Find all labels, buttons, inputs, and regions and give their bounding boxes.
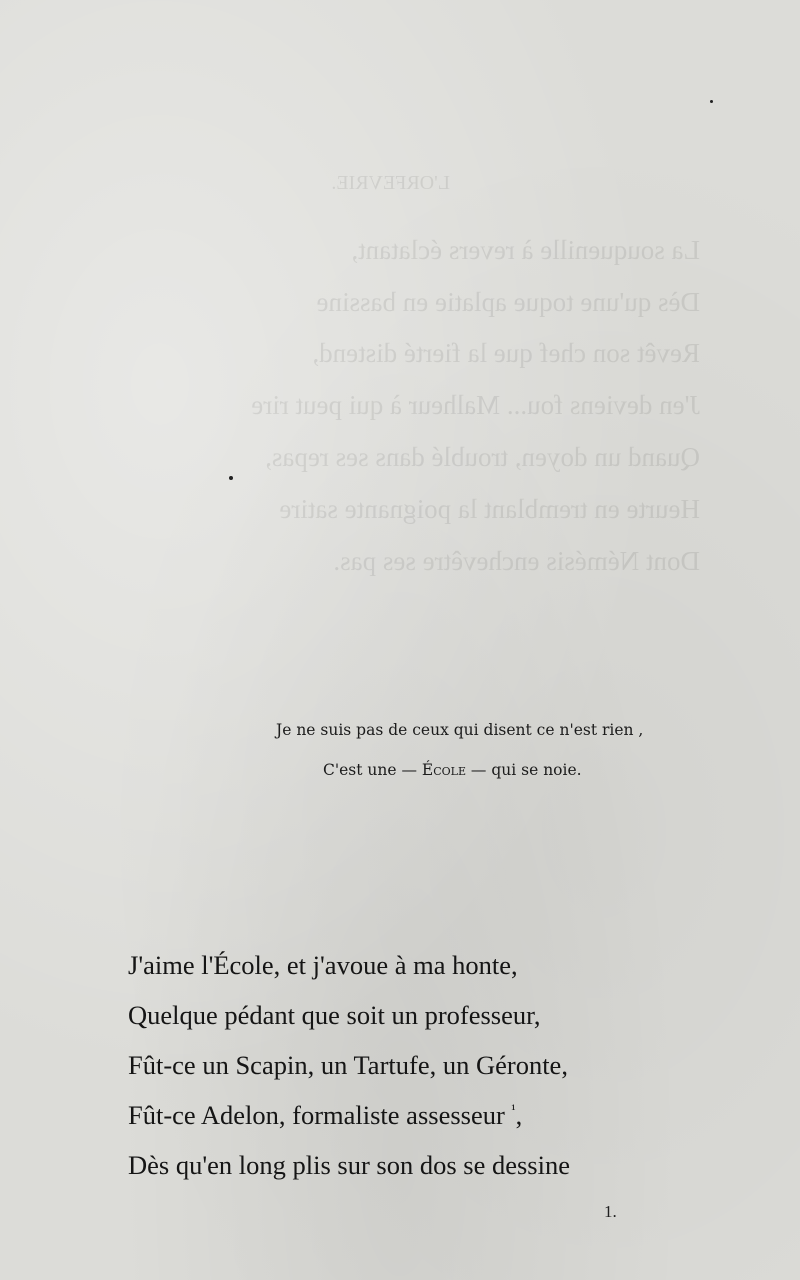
signature-mark: 1. [604,1202,617,1221]
ink-speck [229,476,233,480]
verse-line-1: J'aime l'École, et j'avoue à ma honte, [128,950,518,980]
bleed-line: J'en deviens fou... Malheur à qui peut rire [251,390,700,420]
verse-comma: , [515,1100,523,1130]
footnote-marker: ¹ [511,1103,516,1119]
epigraph-text: C'est une — [323,761,422,779]
bleed-line: Revêt son chef que la fierté distend, [312,338,700,368]
verse-line-4 [128,1100,522,1131]
ink-speck [710,100,713,103]
verse-line-3: Fût-ce un Scapin, un Tartufe, un Géronte, [128,1050,568,1080]
verse-text: Fût-ce Adelon, formaliste assesseur [128,1100,505,1130]
verse-line-2: Quelque pédant que soit un professeur, [128,1000,541,1030]
epigraph-school: École [421,761,466,779]
epigraph-line-1: Je ne suis pas de ceux qui disent ce n'est rien , [276,721,644,739]
epigraph-text: — qui se noie. [466,761,582,779]
bleed-line: La souquenille à revers éclatant, [351,235,700,265]
bleed-line: Dès qu'une toque aplatie en bassine [316,287,700,317]
bleed-line: Dont Némésis enchevêtre ses pas. [333,546,700,576]
bleed-line: Quand un doyen, troublé dans ses repas, [265,442,700,472]
epigraph-line-2 [323,761,582,779]
bleed-line: Heurte en tremblant la poignante satire [279,494,700,524]
bleed-line: L'ORFEVRIE. [331,172,450,194]
verse-line-5: Dès qu'en long plis sur son dos se dessine [128,1150,570,1180]
